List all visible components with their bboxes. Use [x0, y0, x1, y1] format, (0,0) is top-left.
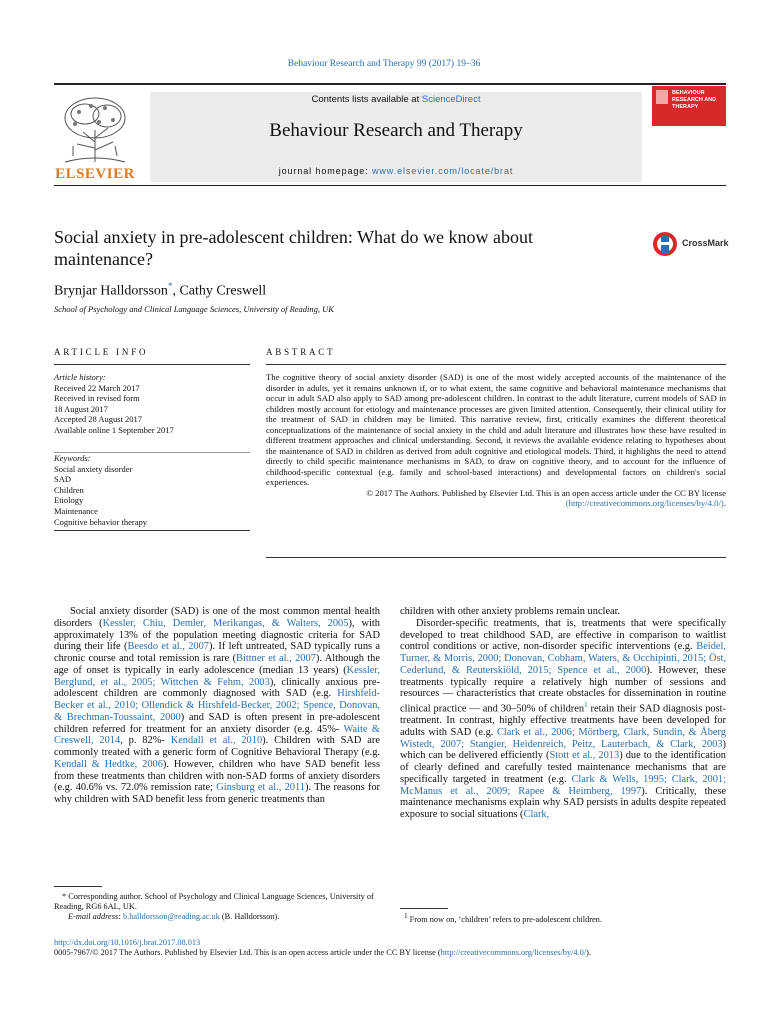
citation-link[interactable]: Beesdo et al., 2007 — [127, 641, 209, 653]
history-label: Article history: — [54, 372, 106, 382]
citation-link[interactable]: Beidel, Turner, & Morris, 2000; Donovan, Cobham, Waters, & Occhipinti, 2015; Öst, Cederlund, & Reuterskiöld, 2015; Spence et al., 2000 — [400, 641, 726, 676]
citation-link[interactable]: Waite & Creswell, 2014 — [54, 723, 380, 747]
body-text: ), with approximately 13% of the population meeting diagnostic criteria for SAD during their life ( — [54, 617, 380, 653]
body-text: retain their SAD diagnosis post-treatment. In contrast, highly effective treatments have been developed for adults with SAD (e.g. — [400, 703, 726, 738]
footnote-ref[interactable]: 1 — [584, 701, 588, 709]
citation-link[interactable]: Kendall & Hedtke, 2006 — [54, 758, 163, 770]
email-link[interactable]: b.halldorsson@reading.ac.uk — [123, 912, 220, 922]
contents-prefix: Contents lists available at — [311, 94, 422, 105]
author-name[interactable]: Cathy Creswell — [179, 283, 267, 299]
crossmark-label: CrossMark — [682, 238, 729, 248]
article-info-rule — [54, 364, 250, 365]
body-column-left — [54, 606, 380, 806]
cover-line: RESEARCH AND — [672, 97, 717, 103]
footnote-1 — [400, 913, 726, 924]
citation-link[interactable]: Clark et al., 2006; Mörtberg, Clark, Sundin, & Åberg Wistedt, 2007; Stangier, Heidenreich, Peitz, Lauterbach, & Clark, 2003 — [400, 726, 726, 750]
abstract-bottom-rule — [266, 557, 726, 558]
history-item: Received in revised form — [54, 393, 140, 404]
article-info-bottom-rule — [54, 530, 250, 531]
footnote-number: 1 — [404, 913, 408, 920]
header-rule-top — [54, 83, 726, 85]
footer-license-link[interactable]: http://creativecommons.org/licenses/by/4.0/ — [440, 948, 587, 957]
body-text: ). The reasons for why children with SAD benefit less from generic treatments than — [54, 782, 380, 805]
article-title: Social anxiety in pre-adolescent children: What do we know about maintenance? — [54, 227, 534, 269]
body-text: ). However, these treatments typically require a relatively high number of sessions and resources — characteristics that create obstacles for dissemination in routine clinical practice — and 30–50% of children — [400, 664, 726, 715]
crossmark-icon — [652, 230, 678, 258]
license-link[interactable]: (http://creativecommons.org/licenses/by/4.0/) — [565, 498, 724, 508]
article-info-heading: ARTICLE INFO — [54, 347, 149, 357]
keyword-item: Etiology — [54, 495, 84, 506]
body-text: ) and SAD is often present in pre-adolescent children referred for treatment for an anxiety disorder (e.g. 45%- — [54, 711, 380, 735]
keyword-item: SAD — [54, 474, 72, 485]
abstract-heading: ABSTRACT — [266, 347, 336, 357]
corresponding-footnote — [54, 892, 380, 923]
citation-link[interactable]: Kessler, Chiu, Demler, Merikangas, & Walters, 2005 — [102, 617, 349, 629]
journal-homepage — [150, 166, 642, 176]
body-text: ) which can be delivered efficiently ( — [400, 738, 726, 762]
crossmark-badge[interactable] — [652, 230, 732, 260]
cover-emblem-icon — [656, 90, 668, 104]
body-column-right — [400, 606, 726, 821]
history-item: Received 22 March 2017 — [54, 382, 140, 393]
header-rule-bottom — [54, 185, 726, 186]
citation-link[interactable]: Clark, — [523, 809, 550, 821]
body-text: , p. 82%- — [120, 735, 171, 747]
cover-line: BEHAVIOUR — [672, 90, 705, 96]
abstract-copyright — [266, 488, 726, 509]
author-name[interactable]: Brynjar Halldorsson — [54, 283, 168, 299]
email-label: E-mail address: — [68, 912, 123, 922]
authors-line — [54, 281, 266, 300]
issn-text: 0005-7967/© 2017 The Authors. Published by Elsevier Ltd. This is an open access article under the CC BY license ( — [54, 948, 441, 957]
citation-link[interactable]: Kessler, Berglund, et al., 2005; Wittchen & Fehm, 2003 — [54, 664, 380, 688]
corresponding-author-mark[interactable]: * — [167, 281, 173, 291]
keyword-item: Children — [54, 484, 84, 495]
homepage-link[interactable]: www.elsevier.com/locate/brat — [372, 166, 514, 176]
citation-link[interactable]: Stott et al., 2013 — [549, 750, 620, 762]
history-item: Accepted 28 August 2017 — [54, 414, 143, 425]
journal-title: Behaviour Research and Therapy — [269, 120, 523, 141]
journal-cover-thumbnail[interactable] — [652, 86, 726, 126]
issn-line — [54, 948, 591, 957]
citation-link[interactable]: Ginsburg et al., 2011 — [216, 782, 305, 794]
body-text: ) due to the identification of clearly defined and carefully tested maintenance mechanisms that are specifically targeted in treatment (e.g. — [400, 750, 726, 785]
body-text: ). However, children who have SAD benefit less from these treatments than children with non-SAD forms of anxiety disorders (e.g. 40.6% vs. 72.0% remission rate; — [54, 758, 380, 794]
cover-line: THERAPY — [672, 104, 699, 110]
author-separator: , — [172, 283, 180, 299]
body-text: ). Although the age of onset is typically in early adolescence (median 13 years) ( — [54, 653, 380, 676]
contents-line — [150, 94, 642, 105]
citation-link[interactable]: Bittner et al., 2007 — [236, 653, 316, 664]
email-line — [54, 912, 380, 922]
article-history — [54, 372, 250, 436]
keywords — [54, 453, 250, 527]
abstract-body — [266, 372, 726, 509]
license-end: . — [723, 498, 726, 508]
journal-reference[interactable]: Behaviour Research and Therapy 99 (2017) 19–36 — [287, 59, 481, 69]
body-text: Social anxiety disorder (SAD) is one of the most common mental health disorders ( — [54, 606, 380, 629]
keyword-item: Cognitive behavior therapy — [54, 516, 148, 527]
citation-link[interactable]: Hirshfeld-Becker et al., 2010; Ollendick & Hirshfeld-Becker, 2002; Spence, Donovan, & Brechman-Toussaint, 2000 — [54, 688, 380, 723]
history-item: Available online 1 September 2017 — [54, 424, 174, 435]
body-text: ). Children with SAD are commonly treated with a generic form of Cognitive Behavioral Therapy (e.g. — [54, 735, 380, 758]
footnote-rule — [54, 886, 102, 887]
history-item: 18 August 2017 — [54, 403, 108, 414]
body-paragraph: children with other anxiety problems remain unclear. — [400, 606, 621, 617]
citation-link[interactable]: Kendall et al., 2010 — [170, 735, 263, 747]
body-paragraph — [400, 618, 726, 821]
issn-end: ). — [586, 948, 591, 957]
footnote-text: From now on, ‘children’ refers to pre-adolescent children. — [407, 914, 602, 924]
doi-link[interactable]: http://dx.doi.org/10.1016/j.brat.2017.08.013 — [54, 938, 201, 947]
citation-link[interactable]: Clark & Wells, 1995; Clark, 2001; McManus et al., 2009; Rapee & Heimberg, 1997 — [400, 773, 726, 797]
body-paragraph — [54, 606, 380, 806]
footnote-rule — [400, 908, 448, 909]
keywords-label: Keywords: — [54, 453, 91, 463]
keyword-item: Maintenance — [54, 505, 98, 516]
affiliation: School of Psychology and Clinical Language Sciences, University of Reading, UK — [54, 304, 334, 314]
sciencedirect-link[interactable]: ScienceDirect — [421, 94, 481, 105]
body-text: ). Critically, these maintenance mechanisms explain why SAD persists in adults despite repeated exposure to social situations ( — [400, 785, 726, 821]
body-text: ), clinically anxious pre-adolescent children are commonly diagnosed with SAD (e.g. — [54, 676, 381, 700]
corresponding-author-note: * Corresponding author. School of Psychology and Clinical Language Sciences, University of Reading, RG6 6AL, UK. — [54, 892, 374, 912]
homepage-prefix: journal homepage: — [278, 166, 372, 176]
body-text: ). If left untreated, SAD typically runs a chronic course and total remission is rare ( — [54, 641, 380, 664]
elsevier-wordmark[interactable]: ELSEVIER — [55, 166, 135, 182]
abstract-text: The cognitive theory of social anxiety disorder (SAD) is one of the most widely accepted accounts of the maintenance of the disorder in adults, yet it remains unknown if, or to what extent, the same cognitive and behavioral maintenance mechanisms that occur in adult SAD also apply to SAD among pre-adolescent children. In contrast to the adult literature, current models of SAD in children mostly account for etiology and maintenance processes are given limited attention. Consequently, their clinical utility for the treatment of SAD in children may be limited. This narrative review, first, critically examines the different theoretical conceptualizations of the maintenance of social anxiety in the child and adult literature and illustrates how these have resulted in different treatment approaches and clinical understanding. Second, it reviews the available evidence relating to hypotheses about the maintenance of SAD in children as derived from adult cognitive and etiological models. Third, it highlights the need to attend directly to child specific maintenance mechanisms in SAD, to draw on cognitive theory, and to account for the influence of childhood-specific contextual (e.g. family and school-based interactions) and developmental factors on children's social experiences. — [266, 372, 726, 487]
abstract-rule — [266, 364, 726, 365]
copyright-text: © 2017 The Authors. Published by Elsevier Ltd. This is an open access article under the CC BY license — [366, 487, 726, 498]
keyword-item: Social anxiety disorder — [54, 463, 133, 474]
body-text: Disorder-specific treatments, that is, treatments that were specifically developed to treat childhood SAD, are effective in comparison to waitlist control conditions or active, non-disorder specific interventions (e.g. — [400, 617, 726, 653]
email-suffix: (B. Halldorsson). — [219, 912, 280, 922]
